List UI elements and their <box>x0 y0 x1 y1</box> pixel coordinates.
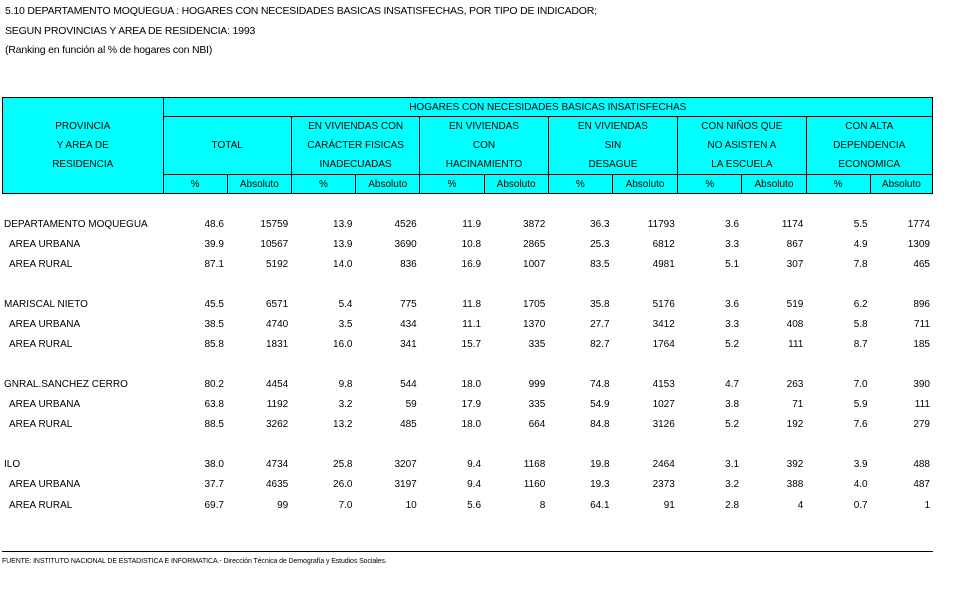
absolute-cell: 1831 <box>265 339 289 351</box>
absolute-cell: 896 <box>913 298 930 310</box>
percent-cell: 38.0 <box>204 459 224 471</box>
absolute-cell: 4635 <box>265 479 289 491</box>
absolute-cell: 836 <box>400 258 417 270</box>
percent-cell: 84.8 <box>590 419 610 431</box>
percent-cell: 19.8 <box>590 459 610 471</box>
indicator-header-line: CON NIÑOS QUE <box>701 121 783 132</box>
absolute-cell: 10567 <box>260 238 289 250</box>
absolute-cell: 487 <box>913 479 930 491</box>
percent-cell: 11.8 <box>462 298 482 310</box>
percent-cell: 5.2 <box>725 419 740 431</box>
absolute-cell: 3690 <box>394 238 417 250</box>
percent-cell: 39.9 <box>204 238 224 250</box>
row-label: MARISCAL NIETO <box>4 298 88 310</box>
row-label: AREA URBANA <box>9 399 81 411</box>
percent-header: % <box>291 175 355 194</box>
absolute-cell: 279 <box>913 419 930 431</box>
absolute-cell: 1 <box>924 499 930 511</box>
absolute-cell: 390 <box>913 379 930 391</box>
indicator-header-line: DESAGUE <box>588 159 638 170</box>
absolute-cell: 488 <box>913 459 930 471</box>
absolute-cell: 11793 <box>647 218 675 230</box>
percent-cell: 35.8 <box>590 298 610 310</box>
absolute-cell: 10 <box>405 499 417 511</box>
absolute-cell: 3126 <box>652 419 675 431</box>
data-table <box>2 214 933 515</box>
indicator-header <box>163 117 291 175</box>
percent-cell: 88.5 <box>204 419 224 431</box>
percent-cell: 3.6 <box>725 298 740 310</box>
percent-cell: 4.7 <box>725 379 740 391</box>
percent-header: % <box>163 175 227 194</box>
absolute-cell: 775 <box>400 298 417 310</box>
indicator-header-line: EN VIVIENDAS CON <box>308 121 404 132</box>
absolute-cell: 91 <box>663 499 675 511</box>
absolute-cell: 335 <box>528 399 546 411</box>
percent-cell: 8.7 <box>853 339 868 351</box>
percent-cell: 15.7 <box>461 339 482 351</box>
absolute-cell: 2865 <box>523 238 546 250</box>
percent-cell: 7.0 <box>853 379 868 391</box>
absolute-cell: 8 <box>539 499 546 511</box>
indicator-header <box>420 117 548 175</box>
percent-cell: 63.8 <box>204 399 224 411</box>
row-header-line: Y AREA DE <box>56 140 109 151</box>
row-label: AREA RURAL <box>9 258 73 270</box>
absolute-cell: 2373 <box>652 479 675 491</box>
absolute-cell: 664 <box>528 419 546 431</box>
absolute-cell: 341 <box>400 339 417 351</box>
percent-cell: 13.9 <box>333 218 353 230</box>
absolute-cell: 1160 <box>523 479 546 491</box>
percent-cell: 69.7 <box>204 499 224 511</box>
absolute-header: Absoluto <box>356 175 420 194</box>
group-spacer <box>2 435 933 455</box>
absolute-cell: 4454 <box>265 379 289 391</box>
percent-cell: 48.6 <box>204 218 224 230</box>
percent-cell: 82.7 <box>590 339 610 351</box>
absolute-header: Absoluto <box>742 175 806 194</box>
indicator-header <box>678 117 806 175</box>
percent-cell: 3.3 <box>725 238 740 250</box>
indicator-header-line: LA ESCUELA <box>711 159 773 170</box>
absolute-cell: 544 <box>400 379 417 391</box>
absolute-cell: 111 <box>788 339 804 351</box>
percent-cell: 2.8 <box>725 499 740 511</box>
row-header-line: RESIDENCIA <box>52 159 114 170</box>
percent-cell: 3.9 <box>853 459 868 471</box>
absolute-cell: 1168 <box>523 459 546 471</box>
percent-cell: 36.3 <box>590 218 610 230</box>
percent-header: % <box>678 175 742 194</box>
absolute-cell: 192 <box>786 419 804 431</box>
percent-cell: 38.5 <box>204 318 224 330</box>
percent-cell: 5.8 <box>853 318 868 330</box>
table-title-line-2: SEGUN PROVINCIAS Y AREA DE RESIDENCIA: 1993 <box>5 25 256 37</box>
percent-cell: 4.0 <box>853 479 868 491</box>
table-row <box>2 475 933 495</box>
row-label: DEPARTAMENTO MOQUEGUA <box>4 218 148 230</box>
percent-cell: 14.0 <box>333 258 353 270</box>
percent-cell: 5.9 <box>853 399 868 411</box>
absolute-cell: 4740 <box>265 318 289 330</box>
footer-divider <box>2 551 933 552</box>
absolute-header: Absoluto <box>870 175 932 194</box>
indicator-header-line: HACINAMIENTO <box>445 159 523 170</box>
percent-header: % <box>420 175 484 194</box>
indicator-header-line: INADECUADAS <box>319 159 392 170</box>
percent-cell: 45.5 <box>204 298 224 310</box>
percent-cell: 25.3 <box>590 238 610 250</box>
absolute-header: Absoluto <box>484 175 548 194</box>
absolute-cell: 4734 <box>265 459 289 471</box>
absolute-cell: 2464 <box>652 459 675 471</box>
absolute-cell: 111 <box>914 399 930 411</box>
percent-cell: 13.2 <box>333 419 353 431</box>
percent-cell: 11.1 <box>462 318 482 330</box>
percent-cell: 5.2 <box>725 339 740 351</box>
indicator-header <box>806 117 932 175</box>
percent-cell: 83.5 <box>590 258 610 270</box>
table-row <box>2 375 933 395</box>
percent-cell: 0.7 <box>853 499 868 511</box>
absolute-cell: 1027 <box>652 399 675 411</box>
absolute-cell: 1007 <box>523 258 546 270</box>
table-row <box>2 455 933 475</box>
source-note: FUENTE: INSTITUTO NACIONAL DE ESTADISTICA E INFORMATICA.- Dirección Técnica de Demografía y Estudios Sociales. <box>2 558 387 565</box>
row-label: GNRAL.SANCHEZ CERRO <box>4 379 128 391</box>
indicator-header-line: NO ASISTEN A <box>707 140 777 151</box>
absolute-cell: 408 <box>786 318 804 330</box>
absolute-cell: 392 <box>786 459 804 471</box>
percent-cell: 16.0 <box>333 339 353 351</box>
percent-cell: 7.8 <box>853 258 868 270</box>
indicator-header <box>291 117 419 175</box>
percent-cell: 9.4 <box>467 479 482 491</box>
percent-cell: 87.1 <box>204 258 224 270</box>
table-row <box>2 415 933 435</box>
absolute-cell: 1309 <box>907 238 930 250</box>
row-label: AREA URBANA <box>9 238 81 250</box>
table-title-line-1: 5.10 DEPARTAMENTO MOQUEGUA : HOGARES CON NECESIDADES BASICAS INSATISFECHAS, POR TIPO DE INDICADOR; <box>5 5 597 17</box>
percent-cell: 37.7 <box>204 479 224 491</box>
absolute-cell: 434 <box>400 318 417 330</box>
absolute-cell: 5192 <box>265 258 289 270</box>
percent-cell: 11.9 <box>462 218 482 230</box>
absolute-cell: 3262 <box>265 419 289 431</box>
percent-cell: 17.9 <box>461 399 482 411</box>
percent-cell: 3.6 <box>725 218 740 230</box>
table-row <box>2 214 933 234</box>
absolute-cell: 4153 <box>652 379 675 391</box>
percent-cell: 3.3 <box>725 318 740 330</box>
indicator-header-line: ECONOMICA <box>838 159 901 170</box>
row-label: AREA RURAL <box>9 499 73 511</box>
row-label: AREA URBANA <box>9 479 81 491</box>
row-label: AREA RURAL <box>9 419 73 431</box>
percent-cell: 26.0 <box>333 479 353 491</box>
percent-header: % <box>806 175 870 194</box>
table-row <box>2 294 933 314</box>
absolute-cell: 99 <box>277 499 289 511</box>
absolute-cell: 263 <box>786 379 804 391</box>
absolute-cell: 1705 <box>523 298 546 310</box>
row-header-line: PROVINCIA <box>55 121 111 132</box>
percent-cell: 3.5 <box>338 318 353 330</box>
row-label: AREA URBANA <box>9 318 81 330</box>
percent-cell: 5.5 <box>853 218 868 230</box>
table-header <box>2 97 933 194</box>
table-row <box>2 234 933 254</box>
absolute-cell: 3207 <box>394 459 417 471</box>
absolute-cell: 4981 <box>652 258 675 270</box>
percent-cell: 7.6 <box>853 419 868 431</box>
indicator-header-line <box>164 117 291 136</box>
percent-cell: 16.9 <box>461 258 482 270</box>
absolute-cell: 6812 <box>652 238 675 250</box>
absolute-cell: 1192 <box>266 399 289 411</box>
percent-header: % <box>548 175 612 194</box>
absolute-cell: 1764 <box>652 339 675 351</box>
percent-cell: 5.1 <box>725 258 740 270</box>
absolute-cell: 711 <box>914 318 930 330</box>
percent-cell: 9.4 <box>467 459 482 471</box>
absolute-cell: 71 <box>792 399 804 411</box>
indicator-header-line <box>164 155 291 174</box>
percent-cell: 85.8 <box>204 339 224 351</box>
absolute-cell: 4 <box>797 499 804 511</box>
group-spacer <box>2 355 933 375</box>
percent-cell: 18.0 <box>461 419 482 431</box>
percent-cell: 13.9 <box>333 238 353 250</box>
group-header: HOGARES CON NECESIDADES BASICAS INSATISFECHAS <box>163 98 933 117</box>
table-subtitle: (Ranking en función al % de hogares con NBI) <box>5 44 213 56</box>
absolute-cell: 1174 <box>781 218 804 230</box>
percent-cell: 3.8 <box>725 399 740 411</box>
table-row <box>2 254 933 274</box>
indicator-header-line: DEPENDENCIA <box>833 140 906 151</box>
absolute-cell: 15759 <box>260 218 289 230</box>
indicator-header-line: EN VIVIENDAS <box>449 121 520 132</box>
percent-cell: 18.0 <box>461 379 482 391</box>
percent-cell: 3.2 <box>725 479 740 491</box>
group-spacer <box>2 274 933 294</box>
percent-cell: 10.8 <box>461 238 482 250</box>
table-row <box>2 334 933 354</box>
percent-cell: 64.1 <box>590 499 610 511</box>
row-label: AREA RURAL <box>9 339 73 351</box>
absolute-cell: 185 <box>913 339 930 351</box>
absolute-cell: 335 <box>528 339 546 351</box>
absolute-cell: 59 <box>405 399 417 411</box>
percent-cell: 5.6 <box>467 499 482 511</box>
indicator-header-line: EN VIVIENDAS <box>577 121 648 132</box>
percent-cell: 3.2 <box>338 399 353 411</box>
absolute-cell: 4526 <box>394 218 417 230</box>
indicator-header-line: CON <box>472 140 496 151</box>
indicator-header-line: TOTAL <box>211 140 243 151</box>
absolute-cell: 485 <box>400 419 417 431</box>
percent-cell: 9.8 <box>338 379 353 391</box>
absolute-header: Absoluto <box>612 175 677 194</box>
percent-cell: 5.4 <box>338 298 353 310</box>
percent-cell: 6.2 <box>853 298 868 310</box>
absolute-header: Absoluto <box>227 175 291 194</box>
indicator-header-line: SIN <box>604 140 622 151</box>
indicator-header <box>548 117 677 175</box>
absolute-cell: 999 <box>528 379 546 391</box>
absolute-cell: 6571 <box>265 298 289 310</box>
percent-cell: 25.8 <box>333 459 353 471</box>
indicator-header-line: CARÁCTER FISICAS <box>307 140 404 151</box>
percent-cell: 27.7 <box>590 318 610 330</box>
percent-cell: 54.9 <box>590 399 610 411</box>
absolute-cell: 519 <box>786 298 804 310</box>
percent-cell: 80.2 <box>204 379 224 391</box>
absolute-cell: 5176 <box>652 298 675 310</box>
absolute-cell: 1774 <box>907 218 930 230</box>
percent-cell: 19.3 <box>590 479 610 491</box>
absolute-cell: 307 <box>786 258 804 270</box>
absolute-cell: 867 <box>786 238 804 250</box>
absolute-cell: 3197 <box>394 479 417 491</box>
absolute-cell: 388 <box>786 479 804 491</box>
row-label: ILO <box>4 459 21 471</box>
absolute-cell: 465 <box>913 258 930 270</box>
table-row <box>2 495 933 515</box>
absolute-cell: 1370 <box>523 318 546 330</box>
table-row <box>2 395 933 415</box>
absolute-cell: 3872 <box>523 218 546 230</box>
table-row <box>2 314 933 334</box>
percent-cell: 4.9 <box>853 238 868 250</box>
absolute-cell: 3412 <box>652 318 675 330</box>
indicator-header-line: CON ALTA <box>845 121 894 132</box>
percent-cell: 7.0 <box>338 499 353 511</box>
row-header-cell <box>3 98 164 194</box>
percent-cell: 74.8 <box>590 379 610 391</box>
percent-cell: 3.1 <box>725 459 740 471</box>
